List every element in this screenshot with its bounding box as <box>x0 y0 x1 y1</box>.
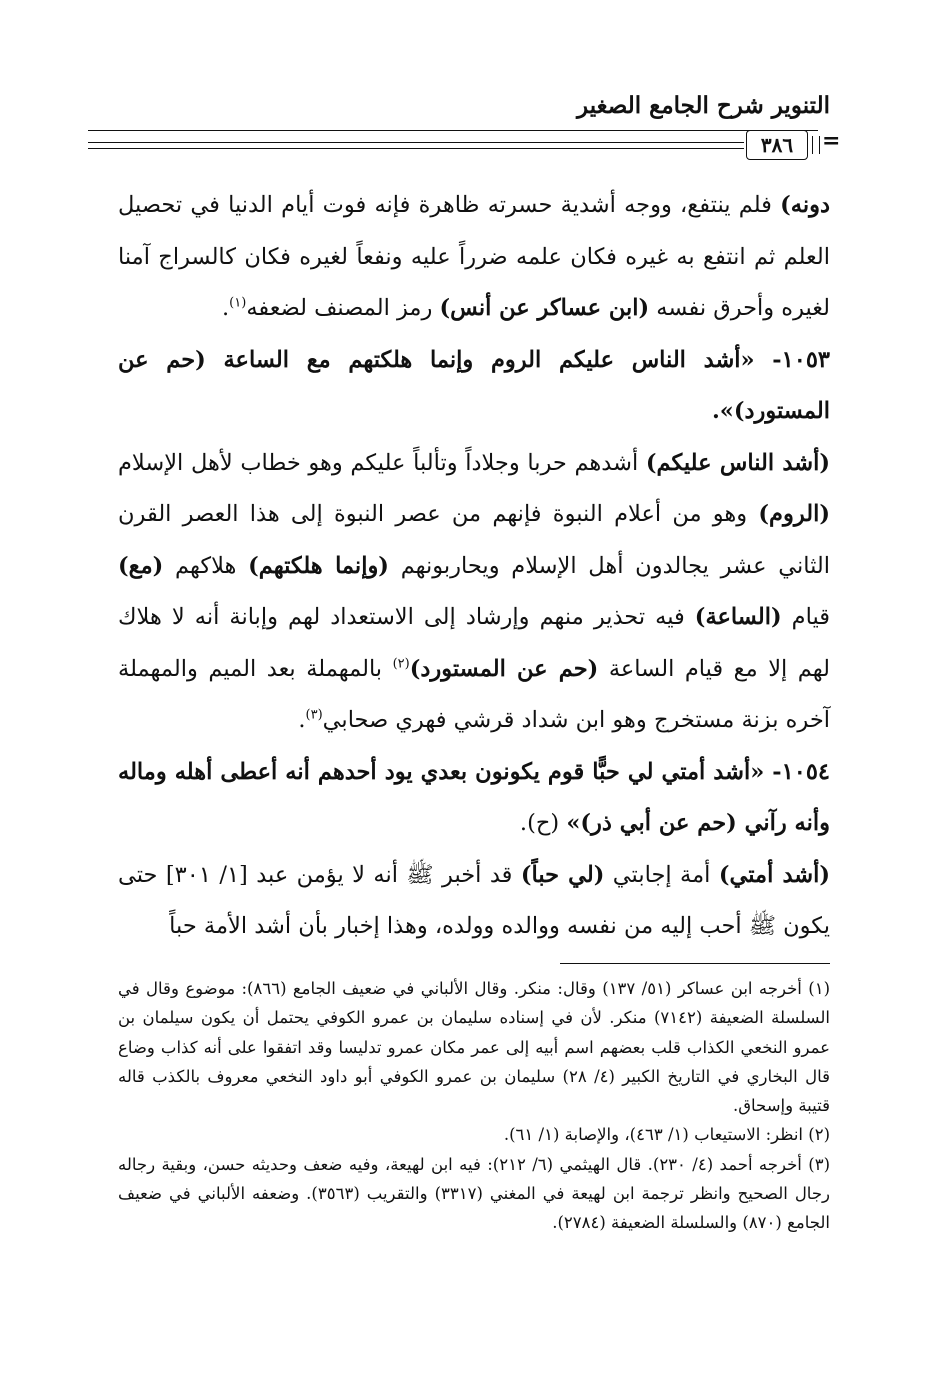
hadith-text: ١٠٥٤- «أشد أمتي لي حبًّا قوم يكونون بعدي يود أحدهم أنه أعطى أهله وماله وأنه رآني (حم عن أبي ذر)» <box>118 758 830 836</box>
text-run: . <box>222 295 230 321</box>
text-run: بالمهملة بعد الميم والمهملة آخره بزنة مستخرج وهو ابن شداد قرشي فهري صحابي <box>118 655 830 733</box>
footnote-1: (١) أخرجه ابن عساكر (٥١/ ١٣٧) وقال: منكر. وقال الألباني في ضعيف الجامع (٨٦٦): موضوع وقال في السلسلة الضعيفة (٧١٤٢) منكر. لأن في إسناده سليمان بن عمرو الكوفي يحتمل أن يكون سيلمان بن عمرو النخعي الكذاب قلب بعضهم اسم أبيه إلى عمر مكان عمرو تدليسا وقد اتفقوا على أنه كذاب وضاع قال البخاري في التاريخ الكبير (٤/ ٢٨) سليمان بن عمرو الكوفي أبو داود النخعي معروف بالكذب قاله قتيبة وإسحاق. <box>118 979 831 1116</box>
paragraph-1 <box>118 180 830 335</box>
text-run: أمة إجابتي <box>604 861 719 888</box>
bold-phrase: (الروم) <box>758 501 830 527</box>
paragraph-2 <box>118 438 830 747</box>
footnote-separator <box>560 963 830 964</box>
running-title: التنوير شرح الجامع الصغير <box>577 92 830 119</box>
text-run: هلاكهم <box>163 552 249 579</box>
header-rule <box>88 130 818 131</box>
footnote-marker-3: (٣) <box>305 707 323 723</box>
bold-phrase: (أشد الناس عليكم) <box>645 449 830 476</box>
page-number-ornament <box>812 136 820 154</box>
text-run: فلم ينتفع، ووجه أشدية حسرته ظاهرة فإنه فوت أيام الدنيا في تحصيل العلم ثم انتفع به غيره فكان علمه ضرراً عليه ونفعاً لغيره فكان كالسراج آمنا لغيره وأحرق نفسه <box>118 192 830 321</box>
bold-phrase: (ابن عساكر عن أنس) <box>439 295 650 321</box>
footnote-marker-1: (١) <box>229 295 247 311</box>
bold-phrase: (وإنما هلكتهم) <box>248 552 389 579</box>
footnote-3: (٣) أخرجه أحمد (٤/ ٢٣٠). قال الهيثمي (٦/ ٢١٢): فيه ابن لهيعة، وفيه ضعف وحديثه حسن، وبقية رجاله رجال الصحيح وانظر ترجمة ابن لهيعة في المغني (٣٣١٧) والتقريب (٣٥٦٣). وضعفه الألباني في ضعيف الجامع (٨٧٠) والسلسلة الضعيفة (٢٧٨٤). <box>118 1154 831 1233</box>
main-text <box>118 180 830 953</box>
text-run: حتى يكون ﷺ أحب إليه من نفسه ووالده وولده، وهذا إخبار بأن أشد الأمة حباً <box>118 861 830 939</box>
page-number <box>746 130 808 160</box>
bold-phrase: دونه) <box>780 192 830 218</box>
manuscript-folio-ref: [١/ ٣٠١] <box>165 861 248 888</box>
bold-phrase: (الساعة) <box>694 604 782 630</box>
footnotes <box>118 974 830 1238</box>
header-double-rule-bottom <box>88 148 744 149</box>
page-number-dash: = <box>822 128 841 154</box>
bold-phrase: (مع) <box>118 552 164 579</box>
text-run: فيه تحذير منهم وإرشاد إلى الاستعداد لهم وإبانة أنه لا هلاك لهم إلا مع قيام الساعة <box>118 604 830 682</box>
bold-phrase: (لي حباً) <box>520 861 605 888</box>
hadith-1054 <box>118 747 830 850</box>
bold-phrase: (حم عن المستورد) <box>409 655 599 682</box>
header-double-rule-top <box>88 142 744 143</box>
footnote-2: (٢) انظر: الاستيعاب (١/ ٤٦٣)، والإصابة (١/ ٦١). <box>503 1125 830 1145</box>
page-number-text: ٣٨٦ <box>760 133 794 157</box>
text-run: قد أخبر ﷺ أنه لا يؤمن عبد <box>247 861 521 888</box>
text-run: وهو من أعلام النبوة فإنهم من عصر النبوة إلى هذا العصر القرن الثاني عشر يجالدون أهل الإسلام ويحاربونهم <box>118 501 831 579</box>
text-run: . <box>298 707 306 733</box>
bold-phrase: (أشد أمتي) <box>718 861 830 888</box>
text-run: قيام <box>781 604 831 630</box>
grade-marker: (ح). <box>519 810 567 836</box>
text-run: أشدهم حربا وجلاداً وتألباً عليكم وهو خطاب لأهل الإسلام <box>118 449 646 476</box>
paragraph-3 <box>118 850 830 953</box>
footnote-marker-2: (٢) <box>392 656 410 671</box>
text-run: رمز المصنف لضعفه <box>246 295 440 321</box>
hadith-1053: ١٠٥٣- «أشد الناس عليكم الروم وإنما هلكتهم مع الساعة (حم عن المستورد)». <box>118 346 830 424</box>
